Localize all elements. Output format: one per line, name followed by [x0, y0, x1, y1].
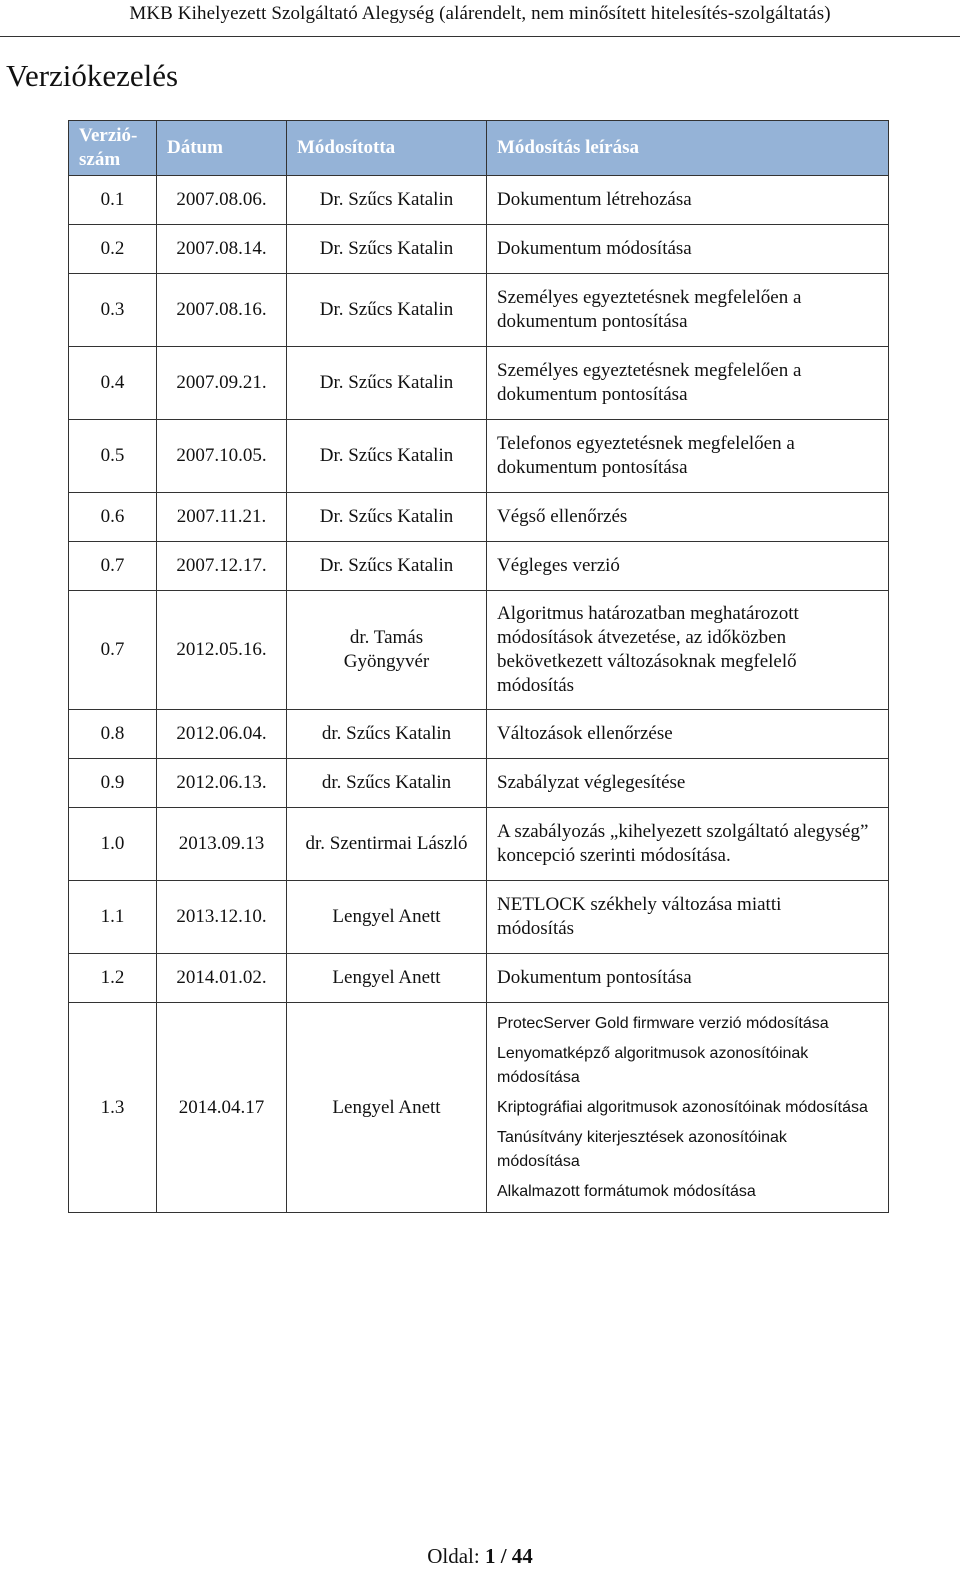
- description-cell: Végső ellenőrzés: [487, 493, 889, 542]
- version-cell: 0.7: [69, 591, 157, 710]
- description-cell: Algoritmus határozatban meghatározott módosítások átvezetése, az időközben bekövetkezett változásoknak megfelelő módosítás: [487, 591, 889, 710]
- version-cell: 0.8: [69, 710, 157, 759]
- footer-label: Oldal:: [427, 1544, 485, 1568]
- date-cell: 2007.08.06.: [157, 176, 287, 225]
- column-header-modified-by: Módosította: [287, 121, 487, 176]
- modified-by-cell: Lengyel Anett: [287, 1003, 487, 1213]
- footer-separator: /: [495, 1544, 512, 1568]
- column-header-version: Verzió- szám: [69, 121, 157, 176]
- date-cell: 2007.10.05.: [157, 420, 287, 493]
- modified-by-cell: Lengyel Anett: [287, 881, 487, 954]
- modified-by-cell: Dr. Szűcs Katalin: [287, 542, 487, 591]
- column-header-date: Dátum: [157, 121, 287, 176]
- table-row: [69, 881, 889, 954]
- table-row: [69, 420, 889, 493]
- table-row: [69, 347, 889, 420]
- version-cell: 0.7: [69, 542, 157, 591]
- header-title: MKB Kihelyezett Szolgáltató Alegység (alárendelt, nem minősített hitelesítés-szolgáltatás): [129, 3, 831, 24]
- table-row: [69, 176, 889, 225]
- modified-by-cell: dr. Szűcs Katalin: [287, 710, 487, 759]
- modified-by-cell: dr. Szűcs Katalin: [287, 759, 487, 808]
- table-row: [69, 274, 889, 347]
- modified-by-cell: Dr. Szűcs Katalin: [287, 274, 487, 347]
- date-cell: 2012.06.13.: [157, 759, 287, 808]
- date-cell: 2014.01.02.: [157, 954, 287, 1003]
- description-cell: Végleges verzió: [487, 542, 889, 591]
- table-row: [69, 954, 889, 1003]
- version-cell: 1.2: [69, 954, 157, 1003]
- version-cell: 1.1: [69, 881, 157, 954]
- date-cell: 2007.12.17.: [157, 542, 287, 591]
- table-header-row: [69, 121, 889, 176]
- page-footer: [0, 1544, 960, 1569]
- table-row: [69, 591, 889, 710]
- description-line: ProtecServer Gold firmware verzió módosítása: [497, 1014, 829, 1032]
- version-cell: 0.6: [69, 493, 157, 542]
- footer-total-pages: 44: [511, 1544, 533, 1568]
- version-cell: 0.5: [69, 420, 157, 493]
- date-cell: 2007.08.16.: [157, 274, 287, 347]
- date-cell: 2013.12.10.: [157, 881, 287, 954]
- description-cell: Dokumentum módosítása: [487, 225, 889, 274]
- table-row: [69, 493, 889, 542]
- table-row: [69, 1003, 889, 1213]
- section-title: Verziókezelés: [6, 58, 179, 93]
- modified-by-cell: Lengyel Anett: [287, 954, 487, 1003]
- page-header: [0, 0, 960, 37]
- description-cell: Változások ellenőrzése: [487, 710, 889, 759]
- modified-by-cell: dr. Szentirmai László: [287, 808, 487, 881]
- table-row: [69, 225, 889, 274]
- modified-by-cell: Dr. Szűcs Katalin: [287, 347, 487, 420]
- version-cell: 0.4: [69, 347, 157, 420]
- modified-by-cell: dr. Tamás Gyöngyvér: [287, 591, 487, 710]
- date-cell: 2013.09.13: [157, 808, 287, 881]
- description-cell: Szabályzat véglegesítése: [487, 759, 889, 808]
- date-cell: 2007.09.21.: [157, 347, 287, 420]
- description-line: Kriptográfiai algoritmusok azonosítóinak módosítása: [497, 1098, 868, 1116]
- version-history-table: [68, 120, 889, 1213]
- version-cell: 1.3: [69, 1003, 157, 1213]
- description-cell: Dokumentum létrehozása: [487, 176, 889, 225]
- description-cell: Dokumentum pontosítása: [487, 954, 889, 1003]
- modified-by-cell: Dr. Szűcs Katalin: [287, 225, 487, 274]
- description-cell: A szabályozás „kihelyezett szolgáltató alegység” koncepció szerinti módosítása.: [487, 808, 889, 881]
- modified-by-cell: Dr. Szűcs Katalin: [287, 176, 487, 225]
- date-cell: 2014.04.17: [157, 1003, 287, 1213]
- version-cell: 0.9: [69, 759, 157, 808]
- table-row: [69, 759, 889, 808]
- date-cell: 2012.06.04.: [157, 710, 287, 759]
- footer-current-page: 1: [484, 1544, 496, 1568]
- description-cell: NETLOCK székhely változása miatti módosítás: [487, 881, 889, 954]
- table-row: [69, 710, 889, 759]
- table-row: [69, 808, 889, 881]
- description-line: Alkalmazott formátumok módosítása: [497, 1182, 756, 1200]
- date-cell: 2007.11.21.: [157, 493, 287, 542]
- version-cell: 0.2: [69, 225, 157, 274]
- date-cell: 2012.05.16.: [157, 591, 287, 710]
- description-line: Lenyomatképző algoritmusok azonosítóinak módosítása: [497, 1044, 809, 1086]
- modified-by-cell: Dr. Szűcs Katalin: [287, 493, 487, 542]
- date-cell: 2007.08.14.: [157, 225, 287, 274]
- modified-by-cell: Dr. Szűcs Katalin: [287, 420, 487, 493]
- version-cell: 0.1: [69, 176, 157, 225]
- description-cell: Személyes egyeztetésnek megfelelően a dokumentum pontosítása: [487, 347, 889, 420]
- description-cell: Személyes egyeztetésnek megfelelően a dokumentum pontosítása: [487, 274, 889, 347]
- description-cell: Telefonos egyeztetésnek megfelelően a dokumentum pontosítása: [487, 420, 889, 493]
- description-cell: [487, 1003, 889, 1213]
- version-cell: 1.0: [69, 808, 157, 881]
- column-header-description: Módosítás leírása: [487, 121, 889, 176]
- description-line: Tanúsítvány kiterjesztések azonosítóinak módosítása: [497, 1128, 787, 1170]
- version-cell: 0.3: [69, 274, 157, 347]
- table-row: [69, 542, 889, 591]
